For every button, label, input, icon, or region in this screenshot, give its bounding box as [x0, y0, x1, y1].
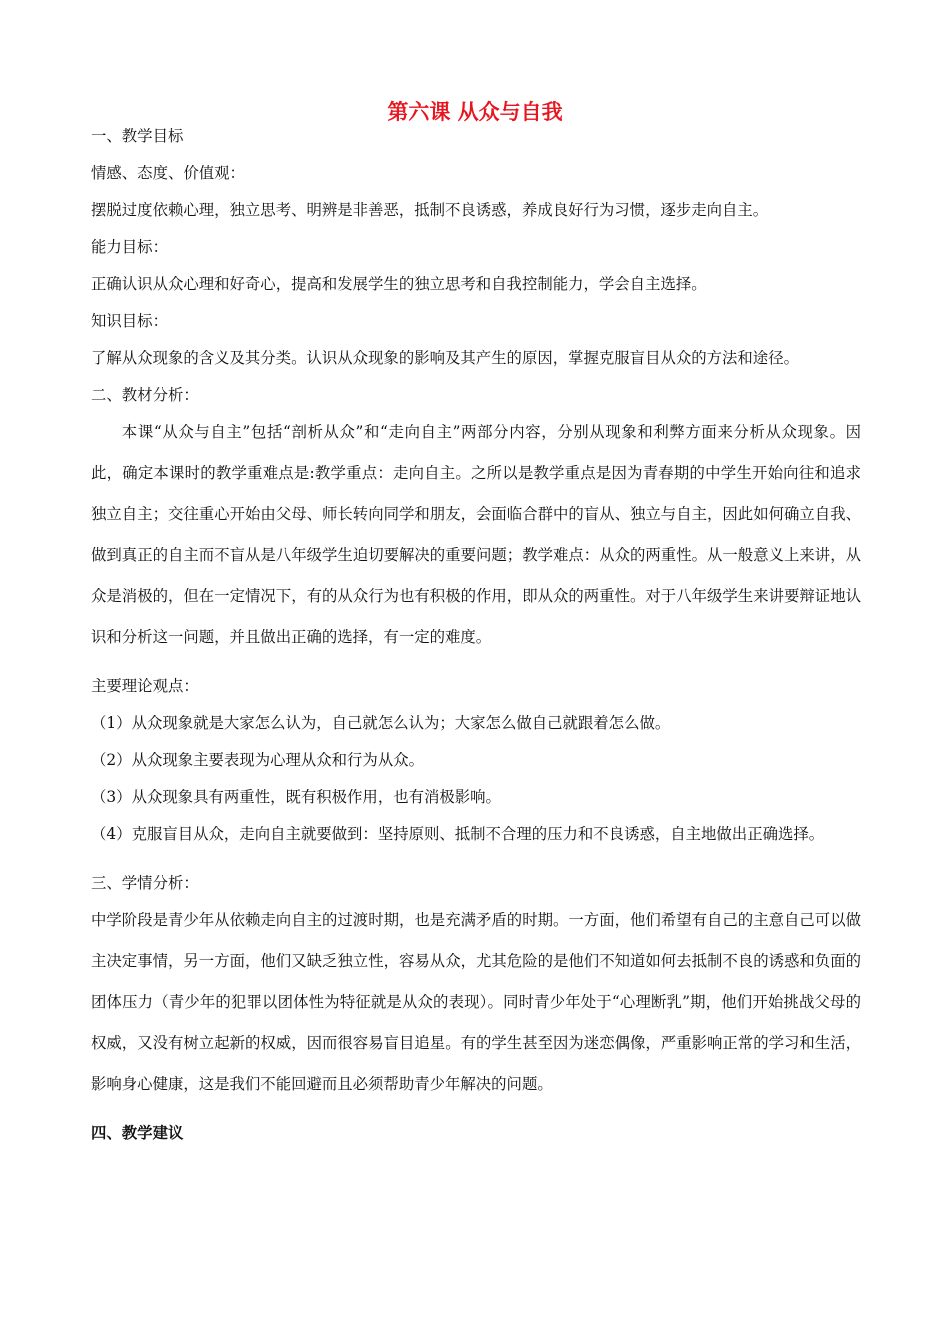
theory-item-2: （2）从众现象主要表现为心理从众和行为从众。: [91, 751, 424, 769]
emotion-text: 摆脱过度依赖心理，独立思考、明辨是非善恶，抵制不良诱惑，养成良好行为习惯，逐步走向自主。: [91, 201, 769, 219]
theory-item-1: （1）从众现象就是大家怎么认为，自己就怎么认为；大家怎么做自己就跟着怎么做。: [91, 714, 671, 732]
knowledge-label: 知识目标：: [91, 312, 168, 330]
section-heading-students: 三、学情分析：: [91, 874, 199, 892]
ability-label: 能力目标：: [91, 238, 168, 256]
section-heading-material: 二、教材分析：: [91, 386, 199, 404]
document-title: 第六课 从众与自我: [387, 100, 563, 124]
section-heading-goals: 一、教学目标: [91, 127, 184, 145]
material-analysis-paragraph: 本课“从众与自主”包括“剖析从众”和“走向自主”两部分内容，分别从现象和利弊方面来分析从众现象。因此，确定本课时的教学重难点是:教学重点：走向自主。之所以是教学重点是因为青春期的中学生开始向往和追求独立自主；交往重心开始由父母、师长转向同学和朋友，会面临合群中的盲从、独立与自主，因此如何确立自我、做到真正的自主而不盲从是八年级学生迫切要解决的重要问题；教学难点：从众的两重性。从一般意义上来讲，从众是消极的，但在一定情况下，有的从众行为也有积极的作用，即从众的两重性。对于八年级学生来讲要辩证地认识和分析这一问题，并且做出正确的选择，有一定的难度。: [91, 423, 861, 646]
ability-text: 正确认识从众心理和好奇心，提高和发展学生的独立思考和自我控制能力，学会自主选择。: [91, 275, 707, 293]
document-body: [91, 126, 861, 1160]
knowledge-text: 了解从众现象的含义及其分类。认识从众现象的影响及其产生的原因，掌握克服盲目从众的方法和途径。: [91, 349, 799, 367]
section-heading-suggestions: 四、教学建议: [91, 1124, 184, 1142]
theory-item-3: （3）从众现象具有两重性，既有积极作用，也有消极影响。: [91, 788, 501, 806]
student-analysis-paragraph: 中学阶段是青少年从依赖走向自主的过渡时期，也是充满矛盾的时期。一方面，他们希望有自己的主意自己可以做主决定事情，另一方面，他们又缺乏独立性，容易从众，尤其危险的是他们不知道如何去抵制不良的诱惑和负面的团体压力（青少年的犯罪以团体性为特征就是从众的表现）。同时青少年处于“心理断乳”期，他们开始挑战父母的权威，又没有树立起新的权威，因而很容易盲目追星。有的学生甚至因为迷恋偶像，严重影响正常的学习和生活，影响身心健康，这是我们不能回避而且必须帮助青少年解决的问题。: [91, 911, 861, 1093]
emotion-label: 情感、态度、价值观：: [91, 164, 245, 182]
theory-label: 主要理论观点：: [91, 677, 199, 695]
theory-item-4: （4）克服盲目从众，走向自主就要做到：坚持原则、抵制不合理的压力和不良诱惑，自主地做出正确选择。: [91, 825, 825, 843]
